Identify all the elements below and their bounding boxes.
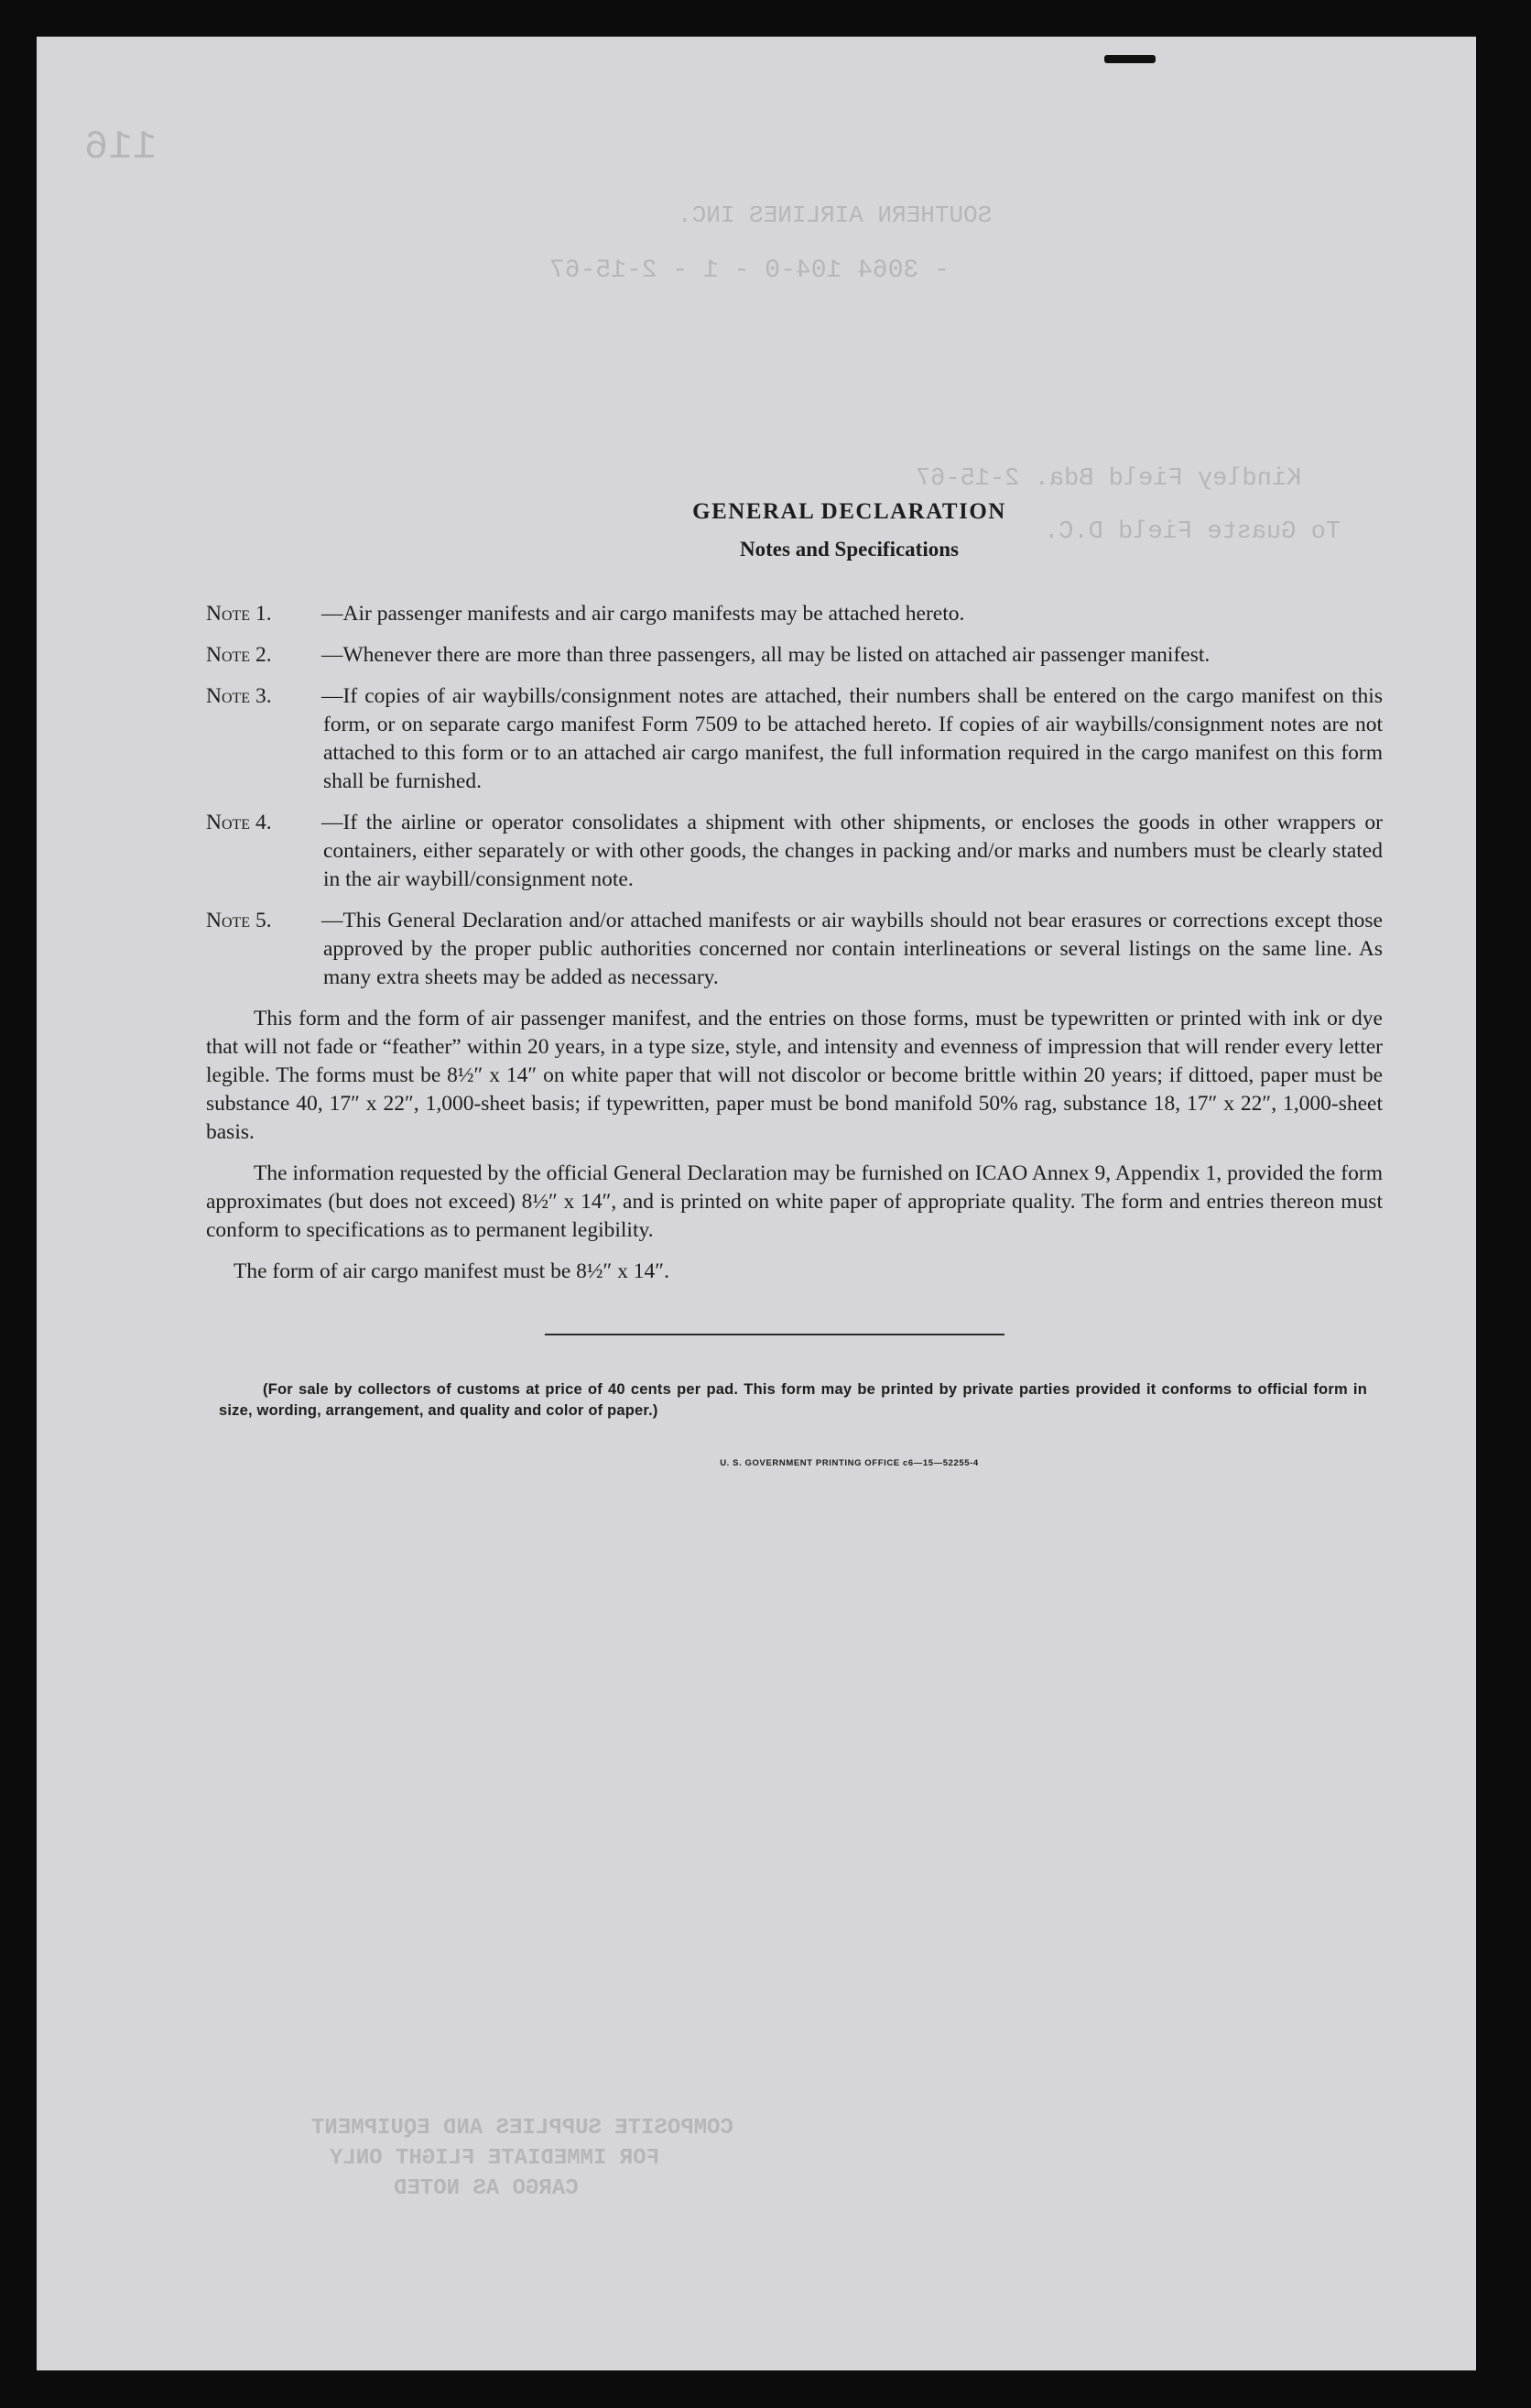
- document-page: [37, 37, 1476, 2370]
- icao-paragraph: The information requested by the official General Declaration may be furnished on ICAO Annex 9, Appendix 1, provided the form approximates (but does not exceed) 8½″ x 14″, and is printed on white paper of appropriate quality. The form and entries thereon must conform to specifications as to permanent legibility.: [206, 1161, 1383, 1242]
- notes-list: [206, 600, 1383, 992]
- note-4: [206, 809, 1383, 894]
- bleed-destination-line: To Guaste Field D.C.: [1044, 518, 1341, 546]
- printing-office-imprint: U. S. GOVERNMENT PRINTING OFFICE c6—15—52255-4: [720, 1458, 979, 1468]
- note-label: Note: [206, 643, 251, 667]
- bleed-page-number: 116: [84, 125, 157, 170]
- note-number: 1.: [255, 602, 272, 626]
- divider-rule: [545, 1334, 1004, 1335]
- ink-mark: [1104, 55, 1156, 63]
- note-text: —Whenever there are more than three passengers, all may be listed on attached air passenger manifest.: [321, 643, 1211, 667]
- note-5: [206, 907, 1383, 992]
- page-title: GENERAL DECLARATION: [692, 499, 1006, 524]
- bleed-airline-line: Kindley Field Bda. 2-15-67: [916, 465, 1302, 493]
- bleed-stamp-2: FOR IMMEDIATE FLIGHT ONLY: [330, 2146, 660, 2171]
- note-text: —Air passenger manifests and air cargo manifests may be attached hereto.: [321, 602, 965, 626]
- note-number: 3.: [255, 684, 272, 708]
- bleed-flight-line: - 3064 104-0 - 1 - 2-15-67: [549, 256, 950, 285]
- note-2: [206, 641, 1383, 670]
- form-specifications-paragraph: This form and the form of air passenger manifest, and the entries on those forms, must be typewritten or printed with ink or dye that will not fade or “feather” within 20 years, in a type size, style, and intensity and evenness of impression that will render every letter legible. The forms must be 8½″ x 14″ on white paper that will not discolor or become brittle within 20 years; if dittoed, paper must be substance 40, 17″ x 22″, 1,000-sheet basis; if typewritten, paper must be bond manifold 50% rag, substance 18, 17″ x 22″, 1,000-sheet basis.: [206, 1007, 1383, 1144]
- note-text: —This General Declaration and/or attached manifests or air waybills should not bear erasures or corrections except those approved by the proper public authorities concerned nor contain interlineations or several listings on the same line. As many extra sheets may be added as necessary.: [321, 909, 1383, 989]
- cargo-manifest-size-paragraph: The form of air cargo manifest must be 8½″ x 14″.: [233, 1259, 669, 1283]
- note-3: [206, 682, 1383, 796]
- note-label: Note: [206, 684, 251, 708]
- bleed-stamp-1: COMPOSITE SUPPLIES AND EQUIPMENT: [311, 2116, 733, 2141]
- note-number: 4.: [255, 811, 272, 834]
- page-subtitle: Notes and Specifications: [740, 538, 959, 561]
- note-1: [206, 600, 1383, 628]
- note-text: —If the airline or operator consolidates a shipment with other shipments, or encloses the goods in other wrappers or containers, either separately or with other goods, the changes in packing and/or marks and numbers must be clearly stated in the air waybill/consignment note.: [321, 811, 1383, 891]
- declaration-notes: [206, 499, 1383, 1468]
- note-label: Note: [206, 602, 251, 626]
- bleed-carrier-line: SOUTHERN AIRLINES INC.: [678, 202, 993, 229]
- note-label: Note: [206, 811, 251, 834]
- bleed-stamp-3: CARGO AS NOTED: [394, 2176, 579, 2201]
- note-number: 5.: [255, 909, 272, 932]
- note-number: 2.: [255, 643, 272, 667]
- sale-notice: (For sale by collectors of customs at price of 40 cents per pad. This form may be printed by private parties provided it conforms to official form in size, wording, arrangement, and quality and color of paper.): [219, 1381, 1367, 1419]
- note-label: Note: [206, 909, 251, 932]
- note-text: —If copies of air waybills/consignment notes are attached, their numbers shall be entered on the cargo manifest on this form, or on separate cargo manifest Form 7509 to be attached hereto. If copies of air waybills/consignment notes are not attached to this form or to an attached air cargo manifest, the full information required in the cargo manifest on this form shall be furnished.: [321, 684, 1383, 793]
